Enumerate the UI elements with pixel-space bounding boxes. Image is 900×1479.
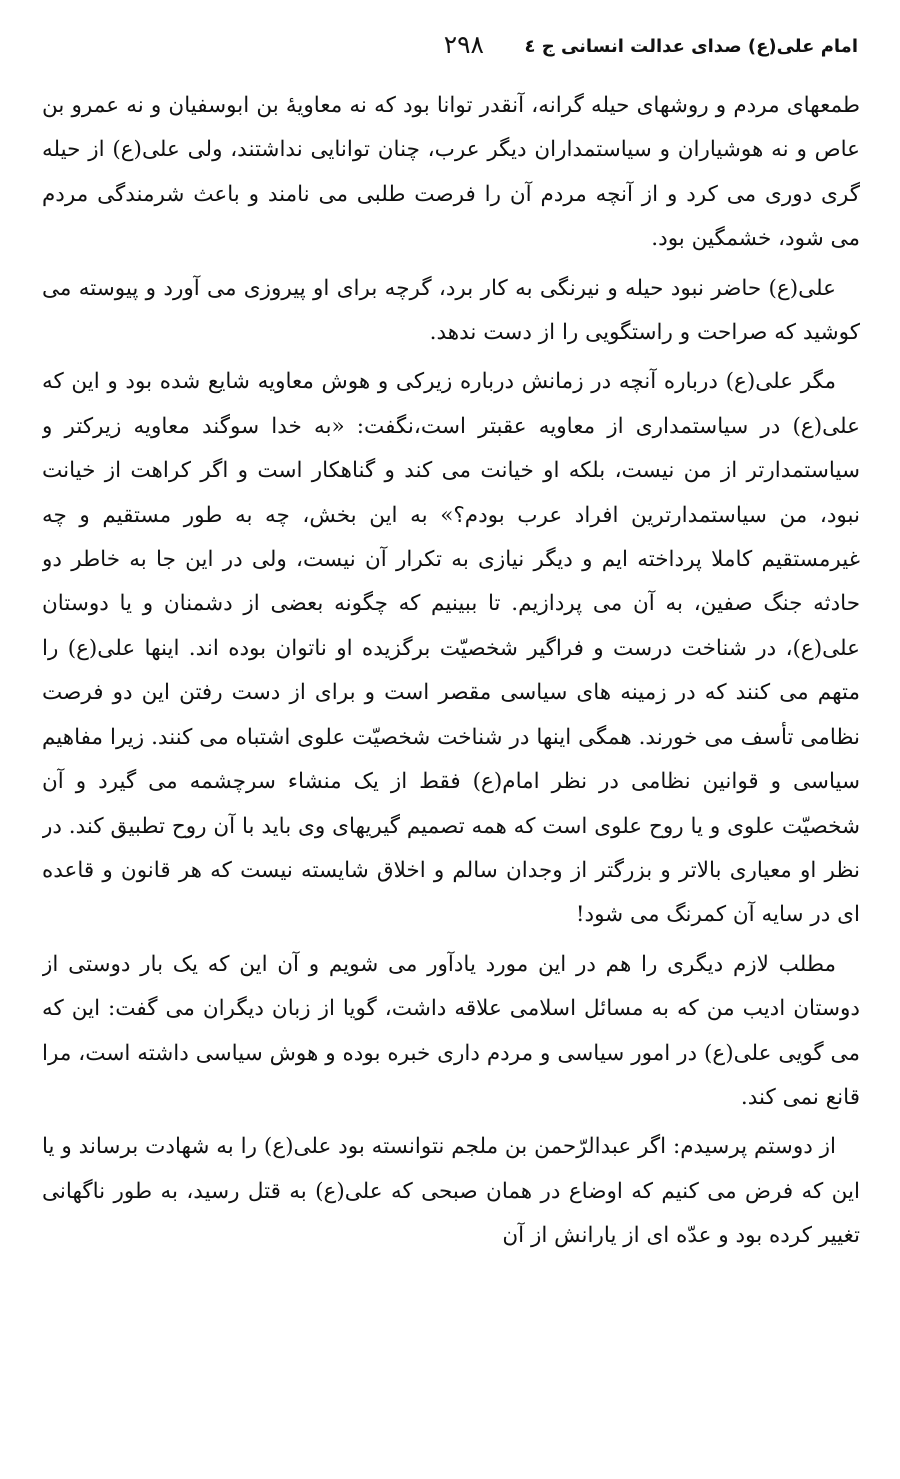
paragraph: علی(ع) حاضر نبود حیله و نیرنگی به کار برد، گرچه برای او پیروزی می آورد و پیوسته می کوشید که صراحت و راستگویی را از دست ندهد.	[42, 275, 860, 346]
paragraph: از دوستم پرسیدم: اگر عبدالرّحمن بن ملجم نتوانسته بود علی(ع) را به شهادت برساند و یا این که فرض می کنیم که اوضاع در همان صبحی که علی(ع) به قتل رسید، به طور ناگهانی تغییر کرده بود و عدّه ای از یارانش از آن	[42, 1134, 860, 1249]
paragraph: طمعهای مردم و روشهای حیله گرانه، آنقدر توانا بود که نه معاویهٔ بن ابوسفیان و نه عمرو بن عاص و نه هوشیاران و سیاستمداران دیگر عرب، چنان توانایی نداشتند، ولی علی(ع) از حیله گری دوری می کرد و از آنچه مردم آن را فرصت طلبی می نامند و باعث شرمندگی مردم می شود، خشمگین بود.	[42, 93, 860, 252]
page-body	[42, 84, 860, 1479]
running-title: امام علی(ع) صدای عدالت انسانی ج ٤	[524, 36, 858, 57]
page-header	[40, 30, 858, 70]
paragraph: مگر علی(ع) درباره آنچه در زمانش درباره زیرکی و هوش معاویه شایع شده بود و این که علی(ع) در سیاستمداری از معاویه عقبتر است،نگفت: «به خدا سوگند معاویه زیرکتر و سیاستمدارتر از من نیست، بلکه او خیانت می کند و گناهکار است و اگر کراهت از خیانت نبود، من سیاستمدارترین افراد عرب بودم؟» به این بخش، چه به طور مستقیم و چه غیرمستقیم کاملا پرداخته ایم و دیگر نیازی به تکرار آن نیست، ولی در این جا به خاطر دو حادثه جنگ صفین، به آن می پردازیم. تا ببینیم که چگونه بعضی از دشمنان و یا دوستان علی(ع)، در شناخت درست و فراگیر شخصیّت برگزیده او ناتوان بوده اند. اینها علی(ع) را متهم می کنند که در زمینه های سیاسی مقصر است و برای از دست رفتن این دو فرصت نظامی تأسف می خورند. همگی اینها در شناخت شخصیّت علوی اشتباه می کنند. زیرا مفاهیم سیاسی و قوانین نظامی در نظر امام(ع) فقط از یک منشاء سرچشمه می گیرد و آن شخصیّت علوی و یا روح علوی است که همه تصمیم گیریهای وی باید با آن روح تطبیق کند. در نظر او معیاری بالاتر و بزرگتر از وجدان سالم و اخلاق شایسته نیست که هر قانون و قاعده ای در سایه آن کمرنگ می شود!	[42, 369, 860, 928]
paragraph: مطلب لازم دیگری را هم در این مورد یادآور می شویم و آن این که یک بار دوستی از دوستان ادیب من که به مسائل اسلامی علاقه داشت، گویا از زبان دیگران می گفت: این که می گویی علی(ع) در امور سیاسی و مردم داری خبره بوده و هوش سیاسی داشته است، مرا قانع نمی کند.	[42, 951, 860, 1110]
page-number: ۲۹۸	[443, 30, 484, 59]
